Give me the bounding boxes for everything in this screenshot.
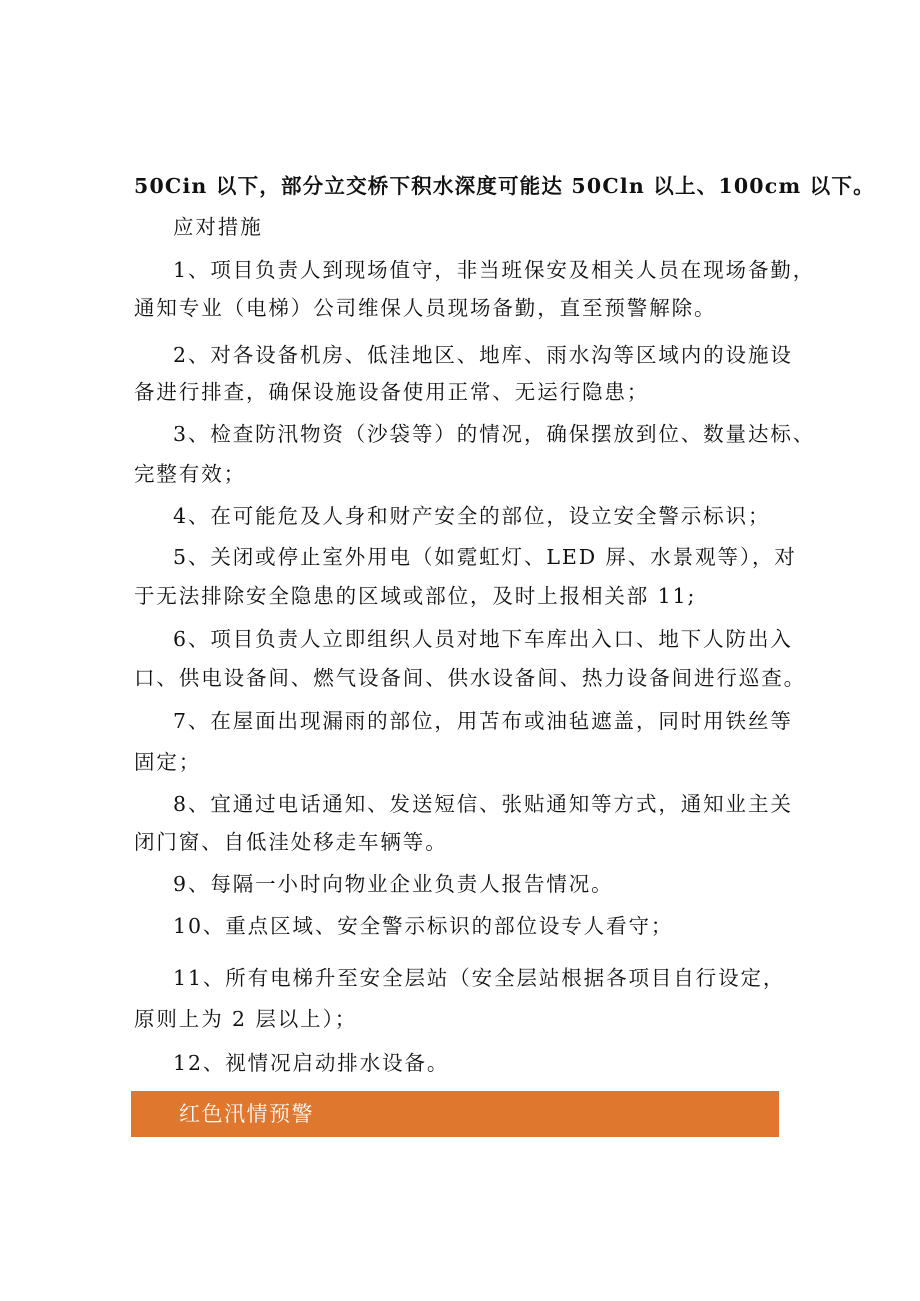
section-heading: 应对措施 bbox=[173, 215, 263, 239]
measure-12-line-1: 12、视情况启动排水设备。 bbox=[173, 1051, 450, 1075]
red-flood-warning-banner bbox=[131, 1091, 779, 1137]
measure-6-line-1: 6、项目负责人立即组织人员对地下车库出入口、地下人防出入 bbox=[173, 627, 793, 651]
measure-7-line-1: 7、在屋面出现漏雨的部位，用苫布或油毡遮盖，同时用铁丝等 bbox=[173, 709, 793, 733]
measure-8-line-1: 8、宜通过电话通知、发送短信、张贴通知等方式，通知业主关 bbox=[173, 792, 793, 816]
measure-11-line-1: 11、所有电梯升至安全层站（安全层站根据各项目自行设定， bbox=[173, 966, 786, 990]
measure-1-line-1: 1、项目负责人到现场值守，非当班保安及相关人员在现场备勤， bbox=[173, 258, 816, 282]
measure-7-line-2: 固定； bbox=[134, 750, 202, 774]
measure-3-line-2: 完整有效； bbox=[134, 462, 246, 486]
banner-title: 红色汛情预警 bbox=[179, 1102, 314, 1126]
continuation-line: 50Cin 以下，部分立交桥下积水深度可能达 50Cln 以上、100cm 以下。 bbox=[134, 174, 875, 198]
measure-2-line-2: 备进行排查，确保设施设备使用正常、无运行隐患； bbox=[134, 380, 650, 404]
measure-3-line-1: 3、检查防汛物资（沙袋等）的情况，确保摆放到位、数量达标、 bbox=[173, 422, 816, 446]
measure-2-line-1: 2、对各设备机房、低洼地区、地库、雨水沟等区域内的设施设 bbox=[173, 343, 793, 367]
measure-1-line-2: 通知专业（电梯）公司维保人员现场备勤，直至预警解除。 bbox=[134, 296, 717, 320]
measure-10-line-1: 10、重点区域、安全警示标识的部位设专人看守； bbox=[173, 914, 674, 938]
measure-11-line-2: 原则上为 2 层以上）； bbox=[134, 1007, 358, 1031]
measure-5-line-2: 于无法排除安全隐患的区域或部位，及时上报相关部 11; bbox=[134, 584, 697, 608]
measure-4-line-1: 4、在可能危及人身和财产安全的部位，设立安全警示标识； bbox=[173, 504, 771, 528]
measure-8-line-2: 闭门窗、自低洼处移走车辆等。 bbox=[134, 830, 448, 854]
measure-5-line-1: 5、关闭或停止室外用电（如霓虹灯、LED 屏、水景观等），对 bbox=[173, 545, 797, 569]
measure-6-line-2: 口、供电设备间、燃气设备间、供水设备间、热力设备间进行巡查。 bbox=[134, 666, 806, 690]
measure-9-line-1: 9、每隔一小时向物业企业负责人报告情况。 bbox=[173, 872, 614, 896]
